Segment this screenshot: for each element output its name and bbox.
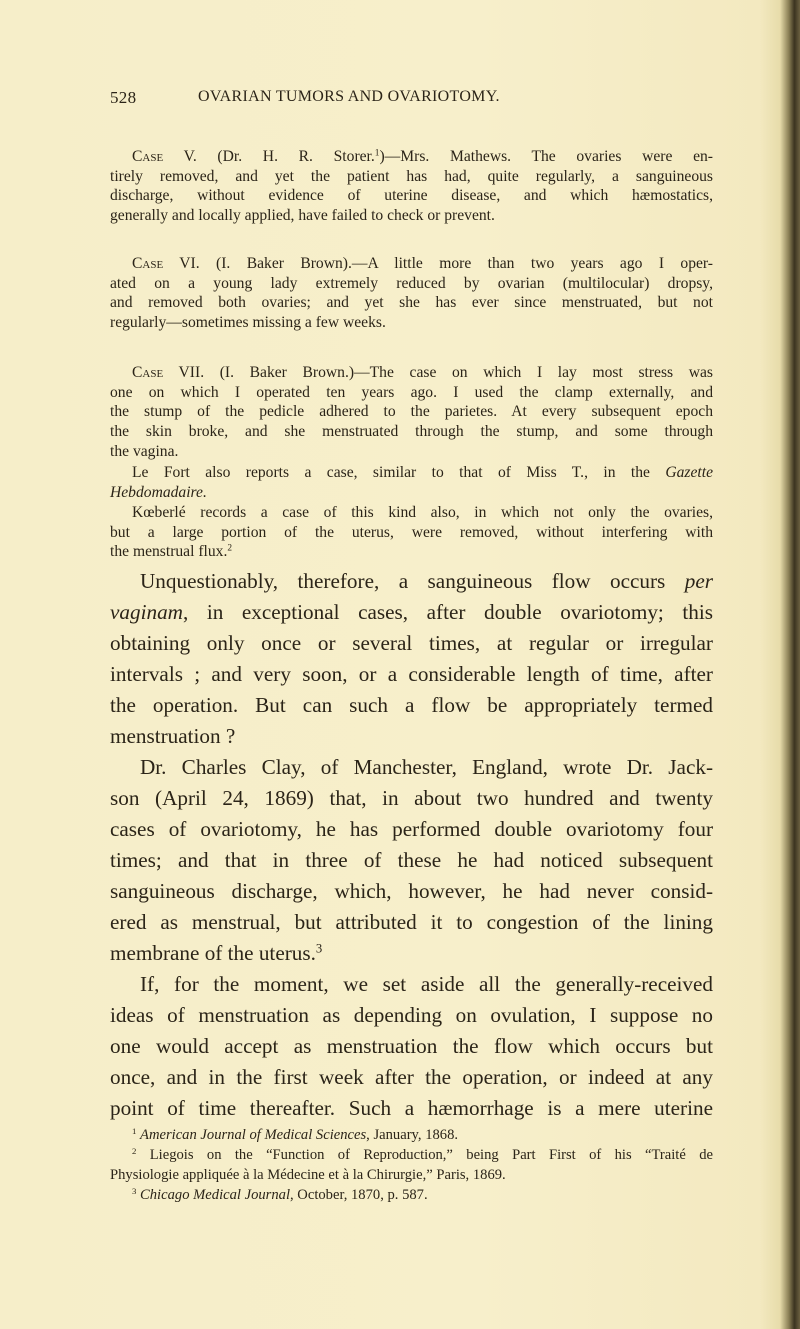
text-run: sanguineous discharge, which, however, he had never consid-: [110, 879, 713, 903]
text-line: [110, 402, 713, 422]
text-run: obtaining only once or several times, at regular or irregular: [110, 631, 713, 655]
text-run: one would accept as menstruation the flow which occurs but: [110, 1034, 713, 1058]
text-line: [110, 483, 713, 503]
text-line: [110, 628, 713, 659]
text-line: [110, 938, 713, 969]
text-run: discharge, without evidence of uterine disease, and which hæmostatics,: [110, 187, 713, 205]
italic-text: vaginam: [110, 600, 183, 624]
text-run: tirely removed, and yet the patient has had, quite regularly, a sanguineous: [110, 167, 713, 185]
text-line: [110, 523, 713, 543]
text-line: [110, 206, 713, 226]
italic-text: Gazette: [665, 464, 713, 481]
text-run: VII. (I. Baker Brown.)—The case on which I lay most stress was: [163, 364, 713, 381]
text-run: Dr. Charles Clay, of Manchester, England, wrote Dr. Jack-: [140, 755, 713, 779]
text-run: intervals ; and very soon, or a considerable length of time, after: [110, 662, 713, 686]
text-run: , in exceptional cases, after double ovariotomy; this: [182, 600, 713, 624]
text-line: [110, 383, 713, 403]
text-line: [110, 1031, 713, 1062]
text-run: V. (Dr. H. R. Storer.: [163, 148, 375, 165]
text-line: [110, 1062, 713, 1093]
body-paragraph: [110, 969, 713, 1124]
text-line: [110, 542, 713, 562]
text-run: point of time thereafter. Such a hæmorrhage is a mere uterine: [110, 1096, 713, 1120]
body-paragraph: [110, 566, 713, 752]
text-run: )—Mrs. Mathews. The ovaries were en-: [379, 148, 713, 165]
text-line: [110, 659, 713, 690]
text-run: , January, 1868.: [366, 1127, 459, 1143]
footnote-marker: 2: [132, 1145, 137, 1156]
running-title: OVARIAN TUMORS AND OVARIOTOMY.: [198, 88, 500, 105]
text-line: [110, 1093, 713, 1124]
case-paragraph: [110, 463, 713, 502]
text-line: [110, 363, 713, 383]
case-paragraph: [110, 254, 713, 333]
text-line: [110, 167, 713, 187]
text-run: ered as menstrual, but attributed it to congestion of the lining: [110, 910, 713, 934]
text-line: [110, 907, 713, 938]
page-number: 528: [110, 88, 137, 107]
text-run: the skin broke, and she menstruated through the stump, and some through: [110, 423, 713, 441]
text-line: [110, 422, 713, 442]
text-run: menstruation ?: [110, 724, 236, 748]
text-line: [110, 814, 713, 845]
text-line: [110, 1000, 713, 1031]
footnote-marker: 3: [132, 1185, 137, 1196]
text-run: regularly—sometimes missing a few weeks.: [110, 314, 386, 332]
small-caps-text: Case: [132, 364, 164, 381]
italic-text: Chicago Medical Journal: [140, 1187, 290, 1203]
footnote: [110, 1146, 713, 1185]
text-run: Unquestionably, therefore, a sanguineous flow occurs: [140, 569, 685, 593]
text-line: [110, 293, 713, 313]
text-line: [110, 1126, 713, 1146]
text-line: [110, 463, 713, 483]
text-run: the operation. But can such a flow be appropriately termed: [110, 693, 713, 717]
text-run: Le Fort also reports a case, similar to that of Miss T., in the: [132, 464, 666, 481]
text-line: [110, 503, 713, 523]
text-line: [110, 752, 713, 783]
text-line: [110, 566, 713, 597]
footnote-marker: 3: [315, 941, 323, 956]
text-run: Physiologie appliquée à la Médecine et à la Chirurgie,” Paris, 1869.: [110, 1166, 506, 1183]
running-header: [110, 88, 713, 112]
text-run: the stump of the pedicle adhered to the parietes. At every subsequent epoch: [110, 403, 713, 421]
text-line: [110, 845, 713, 876]
text-run: Liegois on the “Function of Reproduction,” being Part First of his “Traité de: [136, 1147, 713, 1163]
body-paragraph: [110, 752, 713, 969]
text-line: [110, 254, 713, 274]
text-run: If, for the moment, we set aside all the generally-received: [140, 972, 713, 996]
text-line: [110, 1146, 713, 1166]
text-line: [110, 313, 713, 333]
text-run: ated on a young lady extremely reduced by ovarian (multilocular) dropsy,: [110, 274, 713, 292]
text-run: one on which I operated ten years ago. I used the clamp externally, and: [110, 383, 713, 401]
footnote-marker: 1: [132, 1125, 137, 1136]
text-run: , October, 1870, p. 587.: [290, 1187, 428, 1203]
text-run: times; and that in three of these he had noticed subsequent: [110, 848, 713, 872]
text-line: [110, 721, 713, 752]
text-line: [110, 783, 713, 814]
text-run: Kœberlé records a case of this kind also, in which not only the ovaries,: [132, 504, 713, 521]
text-line: [110, 876, 713, 907]
italic-text: Hebdomadaire.: [110, 483, 207, 501]
text-run: once, and in the first week after the operation, or indeed at any: [110, 1065, 713, 1089]
text-run: VI. (I. Baker Brown).—A little more than two years ago I oper-: [163, 255, 713, 272]
text-line: [110, 1166, 713, 1186]
footnote-marker: 2: [227, 543, 233, 554]
text-run: the vagina.: [110, 442, 179, 460]
text-line: [110, 186, 713, 206]
text-run: membrane of the uterus.: [110, 941, 316, 965]
text-run: but a large portion of the uterus, were removed, without interfering with: [110, 523, 713, 541]
text-run: generally and locally applied, have failed to check or prevent.: [110, 207, 495, 225]
small-caps-text: Case: [132, 255, 164, 272]
case-paragraph: [110, 503, 713, 562]
footnote-marker: 1: [374, 148, 380, 159]
italic-text: American Journal of Medical Sciences: [140, 1127, 367, 1143]
text-run: cases of ovariotomy, he has performed double ovariotomy four: [110, 817, 713, 841]
text-line: [110, 690, 713, 721]
italic-text: per: [684, 569, 713, 593]
text-line: [110, 442, 713, 462]
text-line: [110, 274, 713, 294]
text-line: [110, 1186, 713, 1206]
case-paragraph: [110, 147, 713, 226]
text-run: son (April 24, 1869) that, in about two hundred and twenty: [110, 786, 713, 810]
case-paragraph: [110, 363, 713, 461]
footnote: [110, 1126, 713, 1146]
text-line: [110, 597, 713, 628]
small-caps-text: Case: [132, 148, 164, 165]
text-line: [110, 147, 713, 167]
footnote: [110, 1186, 713, 1206]
text-run: ideas of menstruation as depending on ovulation, I suppose no: [110, 1003, 713, 1027]
text-line: [110, 969, 713, 1000]
text-run: the menstrual flux.: [110, 543, 228, 561]
text-run: and removed both ovaries; and yet she has ever since menstruated, but not: [110, 294, 713, 312]
